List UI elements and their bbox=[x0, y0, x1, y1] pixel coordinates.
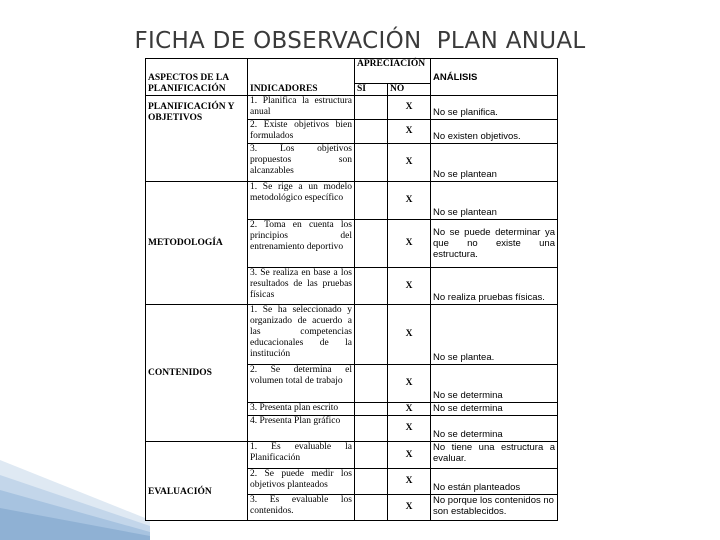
table-row bbox=[146, 96, 558, 120]
analysis-cell: No se puede determinar ya que no existe una estructura. bbox=[431, 220, 558, 268]
si-cell bbox=[355, 365, 388, 403]
analysis-cell: No se determina bbox=[431, 365, 558, 403]
no-cell: X bbox=[388, 144, 431, 182]
no-cell: X bbox=[388, 416, 431, 442]
header-no: NO bbox=[388, 83, 431, 95]
si-cell bbox=[355, 495, 388, 521]
no-cell: X bbox=[388, 268, 431, 305]
analysis-cell: No se determina bbox=[431, 416, 558, 442]
analysis-cell: No están planteados bbox=[431, 469, 558, 495]
indicator-cell: 1. Se ha seleccionado y organizado de acuerdo a las competencias educacionales de la institución bbox=[248, 305, 355, 365]
observation-table bbox=[145, 58, 558, 521]
si-cell bbox=[355, 442, 388, 469]
no-cell: X bbox=[388, 220, 431, 268]
si-cell bbox=[355, 469, 388, 495]
analysis-cell: No porque los contenidos no son establecidos. bbox=[431, 495, 558, 521]
indicator-cell: 2. Se puede medir los objetivos planteados bbox=[248, 469, 355, 495]
no-cell: X bbox=[388, 182, 431, 220]
header-indicadores: INDICADORES bbox=[248, 59, 355, 96]
analysis-cell: No tiene una estructura a evaluar. bbox=[431, 442, 558, 469]
no-cell: X bbox=[388, 495, 431, 521]
indicator-cell: 3. Es evaluable los contenidos. bbox=[248, 495, 355, 521]
analysis-cell: No se plantean bbox=[431, 144, 558, 182]
si-cell bbox=[355, 120, 388, 144]
aspect-contenidos: CONTENIDOS bbox=[146, 305, 248, 442]
indicator-cell: 1. Se rige a un modelo metodológico específico bbox=[248, 182, 355, 220]
no-cell: X bbox=[388, 365, 431, 403]
no-cell: X bbox=[388, 305, 431, 365]
indicator-cell: 1. Es evaluable la Planificación bbox=[248, 442, 355, 469]
table-row bbox=[146, 182, 558, 220]
decorative-waves-graphic bbox=[0, 450, 150, 540]
si-cell bbox=[355, 96, 388, 120]
no-cell: X bbox=[388, 96, 431, 120]
indicator-cell: 2. Existe objetivos bien formulados bbox=[248, 120, 355, 144]
analysis-cell: No se planifica. bbox=[431, 96, 558, 120]
indicator-cell: 1. Planifica la estructura anual bbox=[248, 96, 355, 120]
analysis-cell: No existen objetivos. bbox=[431, 120, 558, 144]
slide-title: FICHA DE OBSERVACIÓN PLAN ANUAL bbox=[134, 28, 586, 54]
header-analisis: ANÁLISIS bbox=[431, 59, 558, 96]
indicator-cell: 2. Toma en cuenta los principios del entrenamiento deportivo bbox=[248, 220, 355, 268]
analysis-cell: No realiza pruebas físicas. bbox=[431, 268, 558, 305]
no-cell: X bbox=[388, 442, 431, 469]
indicator-cell: 2. Se determina el volumen total de trabajo bbox=[248, 365, 355, 403]
si-cell bbox=[355, 182, 388, 220]
si-cell bbox=[355, 268, 388, 305]
aspect-planificacion: PLANIFICACIÓN Y OBJETIVOS bbox=[146, 96, 248, 182]
header-apreciacion: APRECIACIÓN bbox=[355, 59, 431, 84]
indicator-cell: 3. Se realiza en base a los resultados de las pruebas físicas bbox=[248, 268, 355, 305]
indicator-cell: 3. Presenta plan escrito bbox=[248, 403, 355, 416]
analysis-cell: No se plantea. bbox=[431, 305, 558, 365]
no-cell: X bbox=[388, 403, 431, 416]
si-cell bbox=[355, 144, 388, 182]
analysis-cell: No se plantean bbox=[431, 182, 558, 220]
table-row bbox=[146, 442, 558, 469]
header-si: SI bbox=[355, 83, 388, 95]
analysis-cell: No se determina bbox=[431, 403, 558, 416]
si-cell bbox=[355, 403, 388, 416]
indicator-cell: 4. Presenta Plan gráfico bbox=[248, 416, 355, 442]
si-cell bbox=[355, 416, 388, 442]
si-cell bbox=[355, 220, 388, 268]
no-cell: X bbox=[388, 469, 431, 495]
aspect-evaluacion: EVALUACIÓN bbox=[146, 442, 248, 521]
indicator-cell: 3. Los objetivos propuestos son alcanzables bbox=[248, 144, 355, 182]
table-row bbox=[146, 305, 558, 365]
si-cell bbox=[355, 305, 388, 365]
no-cell: X bbox=[388, 120, 431, 144]
aspect-metodologia: METODOLOGÍA bbox=[146, 182, 248, 305]
header-aspectos: ASPECTOS DE LA PLANIFICACIÓN bbox=[146, 59, 248, 96]
